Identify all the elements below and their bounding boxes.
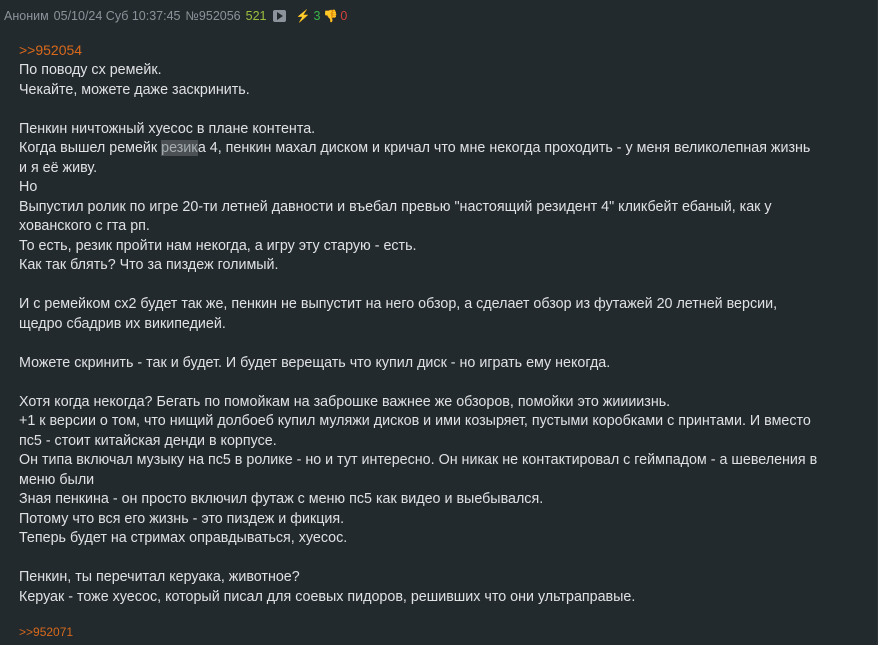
post-line: и я её живу. <box>19 159 98 176</box>
post-header <box>4 7 352 25</box>
like-count: 3 <box>313 9 321 23</box>
post-line: Керуак - тоже хуесос, который писал для соевых пидоров, решивших что они ультраправые. <box>19 588 636 605</box>
replies-count: 521 <box>245 9 267 23</box>
post-line: Теперь будет на стримах оправдываться, хуесос. <box>19 530 348 546</box>
post-line: меню были <box>19 471 95 488</box>
post-line: пс5 - стоит китайская денди в корпусе. <box>19 432 277 449</box>
quote-link[interactable]: >>952054 <box>19 42 83 58</box>
post-line: +1 к версии о том, что нищий долбоеб купил муляжи дисков и ими козыряет, пустыми коробками с принтами. И вместо <box>19 413 811 429</box>
post-line: Зная пенкина - он просто включил футаж с меню пс5 как видео и выебывался. <box>19 491 544 507</box>
blank-line <box>19 334 867 354</box>
play-icon[interactable] <box>273 10 286 22</box>
blank-line <box>19 549 867 569</box>
thumbs-down-icon[interactable]: 👎 <box>323 9 339 23</box>
post-line: щедро сбадрив их википедией. <box>19 315 226 332</box>
text-segment: Когда вышел ремейк <box>19 140 162 156</box>
post-line: Пенкин ничтожный хуесос в плане контента. <box>19 120 316 137</box>
post-line: И с ремейком сх2 будет так же, пенкин не выпустит на него обзор, а сделает обзор из футажей 20 летней версии, <box>19 296 778 312</box>
reply-backlink[interactable]: >>952071 <box>19 625 74 639</box>
bolt-icon[interactable]: ⚡ <box>295 9 311 23</box>
post-date: 05/10/24 Суб 10:37:45 <box>53 9 181 23</box>
post-line: То есть, резик пройти нам некогда, а игру эту старую - есть. <box>19 237 417 254</box>
text-segment: а 4, пенкин махал диском и кричал что мне некогда проходить - у меня великолепная жизнь <box>197 140 811 156</box>
post-line: Он типа включал музыку на пс5 в ролике - но и тут интересно. Он никак не контактировал с геймпадом - а шевеления в <box>19 452 818 468</box>
post-line: Хотя когда некогда? Бегать по помойкам на заброшке важнее же обзоров, помойки это жиииизнь. <box>19 393 671 410</box>
post-line: Чекайте, можете даже заскринить. <box>19 81 250 98</box>
post-line: Но <box>19 179 38 195</box>
dislike-count: 0 <box>340 9 348 23</box>
blank-line <box>19 100 867 120</box>
blank-line <box>19 276 867 296</box>
post-line: Можете скринить - так и будет. И будет верещать что купил диск - но играть ему некогда. <box>19 354 611 371</box>
post-line: Потому что вся его жизнь - это пиздеж и фикция. <box>19 510 345 527</box>
post-line: Пенкин, ты перечитал керуака, животное? <box>19 569 300 585</box>
post-line <box>19 139 867 159</box>
post-line: Как так блять? Что за пиздеж голимый. <box>19 257 279 273</box>
blank-line <box>19 373 867 393</box>
post-line: хованского с гта рп. <box>19 218 150 234</box>
post-line: По поводу сх ремейк. <box>19 62 162 78</box>
highlighted-word: резик <box>161 140 198 156</box>
post-body <box>19 61 867 607</box>
post-number[interactable]: №952056 <box>185 9 241 23</box>
post-line: Выпустил ролик по игре 20-ти летней давности и въебал превью "настоящий резидент 4" кликбейт ебаный, как у <box>19 198 772 215</box>
author-name: Аноним <box>4 9 49 23</box>
